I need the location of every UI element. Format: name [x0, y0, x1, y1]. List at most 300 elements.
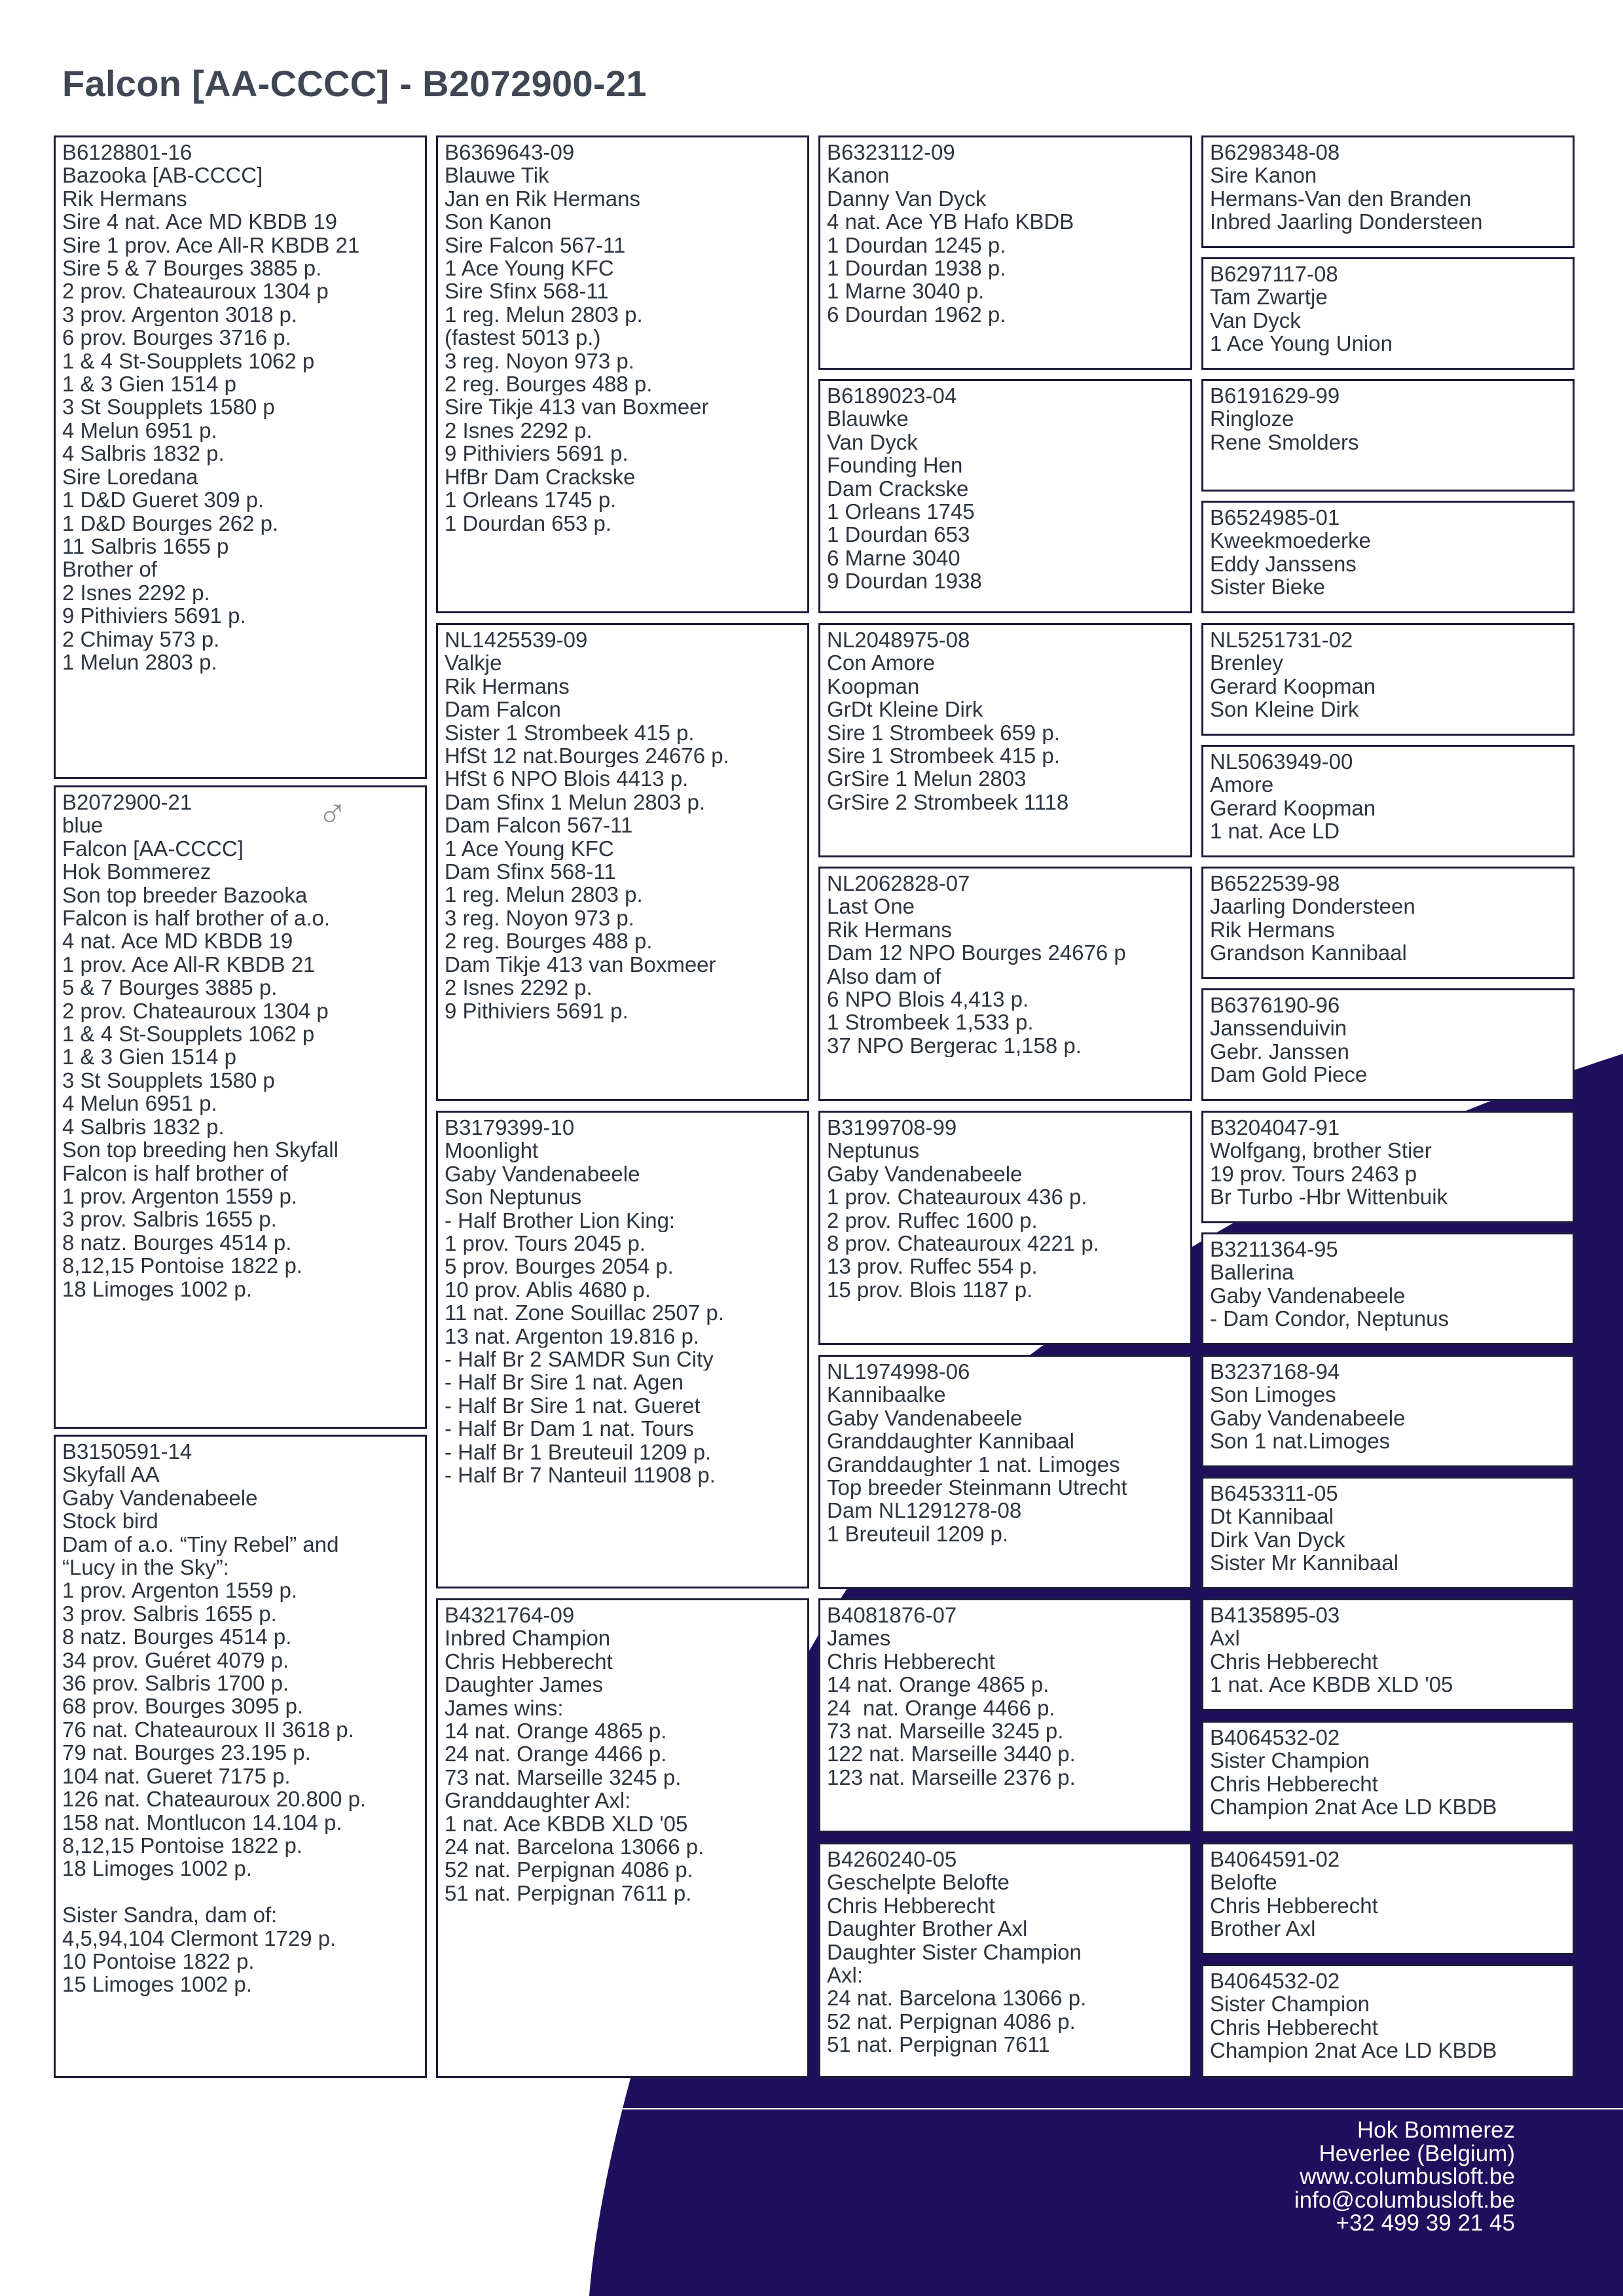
- ring-number: B6191629-99: [1210, 384, 1340, 408]
- pedigree-box-gen2: [436, 1598, 809, 2078]
- pedigree-box-gen4: [1201, 867, 1575, 979]
- pedigree-box-gen2: [436, 623, 809, 1101]
- pedigree-box-gen4: [1201, 1111, 1575, 1223]
- pedigree-line: Br Turbo -Hbr Wittenbuik: [1210, 1185, 1448, 1209]
- pedigree-line: 158 nat. Montlucon 14.104 p.: [62, 1810, 342, 1834]
- pedigree-box-gen4: [1201, 1842, 1575, 1955]
- pedigree-line: Dt Kannibaal: [1210, 1505, 1334, 1528]
- pedigree-line: 8 natz. Bourges 4514 p.: [62, 1625, 292, 1649]
- pedigree-lines: [1210, 1848, 1566, 1941]
- pedigree-line: 2 Chimay 573 p.: [62, 627, 220, 651]
- pedigree-box-gen2: [436, 135, 809, 613]
- pedigree-line: Son Kleine Dirk: [1210, 698, 1359, 721]
- pedigree-line: 1 D&D Bourges 262 p.: [62, 511, 279, 535]
- pedigree-lines: [827, 628, 1184, 814]
- pedigree-line: 79 nat. Bourges 23.195 p.: [62, 1741, 311, 1765]
- ring-number: B6323112-09: [827, 141, 955, 164]
- pedigree-line: 8 natz. Bourges 4514 p.: [62, 1230, 292, 1255]
- pedigree-lines: [62, 1440, 418, 1996]
- pedigree-line: Falcon [AA-CCCC]: [62, 836, 244, 861]
- pedigree-line: Dam Falcon 567-11: [445, 814, 633, 837]
- pedigree-line: Dirk Van Dyck: [1210, 1528, 1345, 1552]
- pedigree-line: Sister Champion: [1210, 1749, 1370, 1772]
- pedigree-line: Con Amore: [827, 651, 936, 675]
- pedigree-box-gen4: [1201, 257, 1575, 370]
- pedigree-line: 6 NPO Blois 4,413 p.: [827, 988, 1029, 1011]
- pedigree-line: 1 reg. Melun 2803 p.: [445, 302, 643, 327]
- pedigree-line: 4 nat. Ace YB Hafo KBDB: [827, 210, 1074, 234]
- pedigree-line: Brother Axl: [1210, 1917, 1316, 1941]
- ring-number: NL2062828-07: [827, 872, 970, 895]
- pedigree-line: Daughter Sister Champion: [827, 1940, 1082, 1964]
- ring-number: NL1425539-09: [445, 628, 588, 652]
- pedigree-box-gen4: [1201, 501, 1575, 613]
- pedigree-line: HfBr Dam Crackske: [445, 465, 636, 489]
- pedigree-line: Axl:: [827, 1964, 864, 1987]
- page-title: Falcon [AA-CCCC] - B2072900-21: [62, 63, 647, 104]
- ring-number: B6524985-01: [1210, 506, 1340, 529]
- pedigree-line: Blauwke: [827, 407, 909, 431]
- pedigree-line: 4 nat. Ace MD KBDB 19: [62, 929, 293, 953]
- pedigree-line: 10 Pontoise 1822 p.: [62, 1949, 255, 1973]
- pedigree-line: 11 nat. Zone Souillac 2507 p.: [445, 1301, 724, 1325]
- ring-number: B3204047-91: [1210, 1116, 1340, 1139]
- pedigree-line: Dam Tikje 413 van Boxmeer: [445, 952, 716, 977]
- pedigree-line: - Half Br Sire 1 nat. Gueret: [445, 1393, 701, 1418]
- pedigree-line: 9 Pithiviers 5691 p.: [62, 604, 246, 628]
- pedigree-line: Dam Crackske: [827, 476, 969, 501]
- ring-number: B4064591-02: [1210, 1848, 1340, 1871]
- pedigree-lines: [1210, 1360, 1566, 1453]
- pedigree-line: 68 prov. Bourges 3095 p.: [62, 1695, 304, 1718]
- ring-number: B4321764-09: [445, 1604, 575, 1627]
- pedigree-line: Son Kanon: [445, 210, 552, 234]
- pedigree-line: Son 1 nat.Limoges: [1210, 1429, 1391, 1453]
- pedigree-box-gen4: [1201, 1477, 1575, 1589]
- ring-number: B4064532-02: [1210, 1969, 1340, 1993]
- pedigree-line: 2 prov. Ruffec 1600 p.: [827, 1208, 1038, 1232]
- pedigree-lines: [1210, 262, 1566, 355]
- pedigree-line: 1 prov. Ace All-R KBDB 21: [62, 952, 316, 977]
- pedigree-line: Rik Hermans: [445, 674, 570, 698]
- pedigree-line: Geschelpte Belofte: [827, 1871, 1010, 1894]
- pedigree-lines: [827, 384, 1184, 593]
- pedigree-line: 24 nat. Barcelona 13066 p.: [445, 1835, 704, 1859]
- pedigree-box-gen3: [818, 1355, 1192, 1589]
- ring-number: B6128801-16: [62, 141, 192, 164]
- pedigree-lines: [827, 872, 1184, 1057]
- pedigree-line: Sire Loredana: [62, 465, 198, 489]
- ring-number: B3179399-10: [445, 1116, 575, 1139]
- pedigree-line: Granddaughter 1 nat. Limoges: [827, 1452, 1120, 1477]
- pedigree-line: 3 prov. Salbris 1655 p.: [62, 1602, 277, 1626]
- pedigree-line: 2 reg. Bourges 488 p.: [445, 929, 653, 953]
- loft-name: Hok Bommerez: [1357, 2117, 1515, 2143]
- pedigree-line: Founding Hen: [827, 454, 963, 477]
- pedigree-box-gen4: [1201, 135, 1575, 248]
- pedigree-line: 1 Melun 2803 p.: [62, 650, 217, 674]
- pedigree-line: 2 Isnes 2292 p.: [445, 418, 593, 442]
- website-link[interactable]: www.columbusloft.be: [1300, 2164, 1515, 2189]
- pedigree-lines: [62, 791, 418, 1300]
- pedigree-line: - Half Br 7 Nanteuil 11908 p.: [445, 1463, 716, 1487]
- pedigree-line: Hok Bommerez: [62, 860, 211, 884]
- pedigree-line: Sister Champion: [1210, 1992, 1370, 2016]
- email-link[interactable]: info@columbusloft.be: [1294, 2187, 1515, 2213]
- pedigree-line: 24 nat. Orange 4466 p.: [445, 1742, 667, 1766]
- pedigree-lines: [827, 1848, 1184, 2056]
- pedigree-box-dam: [54, 1435, 427, 2078]
- pedigree-line: Chris Hebberecht: [1210, 2015, 1378, 2039]
- pedigree-line: Axl: [1210, 1626, 1240, 1650]
- ring-number: B6376190-96: [1210, 994, 1340, 1017]
- pedigree-line: Chris Hebberecht: [1210, 1772, 1378, 1796]
- pedigree-line: 6 Marne 3040: [827, 546, 960, 570]
- pedigree-line: Falcon is half brother of: [62, 1161, 288, 1185]
- pedigree-line: Son top breeding hen Skyfall: [62, 1138, 338, 1162]
- pedigree-line: 1 Strombeek 1,533 p.: [827, 1011, 1034, 1034]
- pedigree-line: Sire 5 & 7 Bourges 3885 p.: [62, 257, 322, 280]
- pedigree-line: 1 & 4 St-Soupplets 1062 p: [62, 349, 315, 373]
- pedigree-line: Ballerina: [1210, 1261, 1294, 1284]
- pedigree-line: 1 Ace Young Union: [1210, 332, 1393, 355]
- pedigree-line: Sister Mr Kannibaal: [1210, 1551, 1398, 1575]
- pedigree-line: Granddaughter Kannibaal: [827, 1429, 1074, 1453]
- pedigree-line: 5 & 7 Bourges 3885 p.: [62, 976, 278, 999]
- pedigree-line: Kweekmoederke: [1210, 529, 1371, 552]
- pedigree-line: 1 Orleans 1745 p.: [445, 488, 617, 512]
- pedigree-line: HfSt 6 NPO Blois 4413 p.: [445, 767, 689, 791]
- pedigree-line: 1 Dourdan 1245 p.: [827, 233, 1006, 257]
- pedigree-line: 122 nat. Marseille 3440 p.: [827, 1742, 1076, 1766]
- pedigree-line: 13 nat. Argenton 19.816 p.: [445, 1324, 699, 1348]
- pedigree-line: Kannibaalke: [827, 1383, 946, 1407]
- pedigree-line: 18 Limoges 1002 p.: [62, 1277, 252, 1300]
- pedigree-line: - Half Br 2 SAMDR Sun City: [445, 1348, 714, 1371]
- pedigree-lines: [445, 1116, 801, 1487]
- pedigree-line: Van Dyck: [1210, 308, 1301, 332]
- pedigree-line: 8 prov. Chateauroux 4221 p.: [827, 1232, 1099, 1255]
- pedigree-box-gen3: [818, 1111, 1192, 1345]
- pedigree-line: (fastest 5013 p.): [445, 326, 601, 350]
- pedigree-line: 4 Salbris 1832 p.: [62, 1115, 225, 1139]
- pedigree-line: James wins:: [445, 1696, 564, 1720]
- pedigree-line: Champion 2nat Ace LD KBDB: [1210, 1795, 1497, 1819]
- pedigree-lines: [827, 141, 1184, 326]
- pedigree-line: Gaby Vandenabeele: [445, 1162, 640, 1186]
- pedigree-line: 126 nat. Chateauroux 20.800 p.: [62, 1787, 367, 1811]
- pedigree-line: 1 Orleans 1745: [827, 500, 975, 524]
- pedigree-line: Stock bird: [62, 1509, 158, 1533]
- pedigree-line: 1 reg. Melun 2803 p.: [445, 883, 643, 906]
- pedigree-line: 104 nat. Gueret 7175 p.: [62, 1764, 291, 1788]
- pedigree-lines: [445, 1604, 801, 1905]
- pedigree-line: Janssenduivin: [1210, 1016, 1347, 1040]
- pedigree-lines: [1210, 506, 1566, 599]
- pedigree-line: Sire 1 Strombeek 659 p.: [827, 721, 1060, 745]
- pedigree-line: 9 Dourdan 1938: [827, 569, 982, 593]
- pedigree-line: Inbred Jaarling Dondersteen: [1210, 210, 1483, 234]
- pedigree-box-gen4: [1201, 379, 1575, 492]
- pedigree-line: Sister 1 Strombeek 415 p.: [445, 721, 695, 745]
- pedigree-lines: [1210, 750, 1566, 843]
- pedigree-box-gen4: [1201, 623, 1575, 736]
- pedigree-line: 15 Limoges 1002 p.: [62, 1973, 252, 1996]
- pedigree-lines: [1210, 141, 1566, 234]
- pedigree-line: 73 nat. Marseille 3245 p.: [445, 1765, 682, 1789]
- pedigree-line: Daughter Brother Axl: [827, 1917, 1028, 1941]
- pedigree-line: Gaby Vandenabeele: [827, 1162, 1023, 1186]
- pedigree-line: Sire 1 Strombeek 415 p.: [827, 744, 1060, 768]
- pedigree-line: 11 Salbris 1655 p: [62, 534, 229, 558]
- pedigree-line: 3 reg. Noyon 973 p.: [445, 906, 634, 930]
- pedigree-line: Sister Sandra, dam of:: [62, 1903, 278, 1927]
- pedigree-line: Brenley: [1210, 651, 1283, 675]
- pedigree-lines: [1210, 384, 1566, 454]
- pedigree-line: Dam Sfinx 1 Melun 2803 p.: [445, 790, 706, 814]
- pedigree-line: - Half Brother Lion King:: [445, 1208, 676, 1232]
- pedigree-line: Sire Kanon: [1210, 164, 1317, 187]
- pedigree-box-gen4: [1201, 745, 1575, 857]
- pedigree-lines: [1210, 1604, 1566, 1696]
- pedigree-line: 1 prov. Tours 2045 p.: [445, 1232, 646, 1255]
- pedigree-lines: [62, 141, 418, 673]
- pedigree-lines: [1210, 628, 1566, 721]
- pedigree-line: 3 prov. Salbris 1655 p.: [62, 1208, 277, 1231]
- ring-number: NL1974998-06: [827, 1360, 970, 1384]
- pedigree-line: Gaby Vandenabeele: [1210, 1283, 1406, 1308]
- ring-number: B4064532-02: [1210, 1726, 1340, 1749]
- pedigree-line: Rene Smolders: [1210, 430, 1359, 454]
- pedigree-line: 9 Pithiviers 5691 p.: [445, 442, 629, 465]
- pedigree-line: 9 Pithiviers 5691 p.: [445, 999, 629, 1022]
- pedigree-line: Dam Gold Piece: [1210, 1063, 1368, 1086]
- pedigree-line: 36 prov. Salbris 1700 p.: [62, 1672, 289, 1695]
- pedigree-line: 2 reg. Bourges 488 p.: [445, 372, 653, 396]
- pedigree-line: Rik Hermans: [827, 918, 952, 942]
- pedigree-box-gen3: [818, 623, 1192, 857]
- pedigree-line: Top breeder Steinmann Utrecht: [827, 1476, 1127, 1499]
- pedigree-line: Sister Bieke: [1210, 575, 1326, 599]
- pedigree-box-gen3: [818, 1598, 1192, 1833]
- ring-number: B3237168-94: [1210, 1360, 1340, 1384]
- pedigree-line: blue: [62, 814, 103, 837]
- pedigree-line: 1 nat. Ace KBDB XLD '05: [445, 1812, 688, 1836]
- pedigree-line: James: [827, 1626, 891, 1650]
- pedigree-line: Last One: [827, 895, 915, 918]
- pedigree-line: 1 nat. Ace KBDB XLD '05: [1210, 1673, 1453, 1696]
- pedigree-line: 24 nat. Orange 4466 p.: [827, 1696, 1055, 1720]
- pedigree-line: Eddy Janssens: [1210, 552, 1357, 576]
- pedigree-line: 1 & 3 Gien 1514 p: [62, 1045, 237, 1069]
- pedigree-box-gen4: [1201, 1355, 1575, 1467]
- pedigree-line: 1 prov. Argenton 1559 p.: [62, 1579, 297, 1602]
- pedigree-line: 2 Isnes 2292 p.: [445, 976, 593, 999]
- pedigree-line: 52 nat. Perpignan 4086 p.: [827, 2009, 1076, 2034]
- pedigree-line: 8,12,15 Pontoise 1822 p.: [62, 1254, 302, 1278]
- pedigree-line: Son Limoges: [1210, 1383, 1336, 1407]
- pedigree-lines: [445, 628, 801, 1022]
- pedigree-line: 13 prov. Ruffec 554 p.: [827, 1255, 1038, 1278]
- pedigree-line: Chris Hebberecht: [827, 1893, 995, 1918]
- pedigree-box-subject: [54, 785, 427, 1429]
- pedigree-line: 1 Marne 3040 p.: [827, 279, 985, 303]
- pedigree-line: Koopman: [827, 674, 920, 698]
- pedigree-lines: [445, 141, 801, 535]
- pedigree-line: Danny Van Dyck: [827, 187, 987, 211]
- pedigree-line: 3 reg. Noyon 973 p.: [445, 349, 634, 373]
- pedigree-box-sire: [54, 135, 427, 779]
- pedigree-line: 34 prov. Guéret 4079 p.: [62, 1648, 289, 1672]
- pedigree-box-gen3: [818, 379, 1192, 613]
- pedigree-box-gen2: [436, 1111, 809, 1588]
- pedigree-box-gen3: [818, 1842, 1192, 2078]
- pedigree-line: 2 Isnes 2292 p.: [62, 581, 210, 605]
- pedigree-lines: [1210, 1969, 1566, 2062]
- pedigree-line: “Lucy in the Sky”:: [62, 1556, 229, 1579]
- pedigree-line: Gaby Vandenabeele: [62, 1486, 258, 1510]
- pedigree-lines: [1210, 1116, 1566, 1209]
- pedigree-line: Sire 4 nat. Ace MD KBDB 19: [62, 210, 338, 234]
- pedigree-line: Dam NL1291278-08: [827, 1499, 1022, 1522]
- pedigree-line: 1 prov. Chateauroux 436 p.: [827, 1185, 1087, 1209]
- ring-number: B4260240-05: [827, 1848, 957, 1871]
- pedigree-line: 10 prov. Ablis 4680 p.: [445, 1278, 651, 1302]
- pedigree-line: Skyfall AA: [62, 1463, 160, 1486]
- pedigree-line: Amore: [1210, 773, 1274, 797]
- pedigree-line: 37 NPO Bergerac 1,158 p.: [827, 1033, 1082, 1058]
- pedigree-line: Son top breeder Bazooka: [62, 883, 308, 907]
- pedigree-line: Sire Tikje 413 van Boxmeer: [445, 395, 709, 419]
- pedigree-line: 1 D&D Gueret 309 p.: [62, 488, 264, 512]
- ring-number: B3150591-14: [62, 1440, 192, 1463]
- pedigree-line: Dam 12 NPO Bourges 24676 p: [827, 941, 1126, 965]
- pedigree-line: 1 nat. Ace LD: [1210, 819, 1340, 843]
- pedigree-line: Jan en Rik Hermans: [445, 187, 640, 211]
- pedigree-line: - Dam Condor, Neptunus: [1210, 1307, 1450, 1331]
- pedigree-line: 1 Dourdan 653 p.: [445, 511, 612, 535]
- ring-number: B6189023-04: [827, 384, 957, 408]
- pedigree-line: 14 nat. Orange 4865 p.: [827, 1673, 1049, 1696]
- pedigree-box-gen4: [1201, 1964, 1575, 2078]
- pedigree-line: 73 nat. Marseille 3245 p.: [827, 1719, 1064, 1743]
- pedigree-line: 1 Breuteuil 1209 p.: [827, 1522, 1009, 1546]
- pedigree-line: Son Neptunus: [445, 1185, 582, 1209]
- pedigree-line: Sire Sfinx 568-11: [445, 279, 609, 303]
- pedigree-line: Chris Hebberecht: [1210, 1893, 1378, 1918]
- pedigree-line: Chris Hebberecht: [1210, 1649, 1378, 1674]
- ring-number: B3199708-99: [827, 1116, 957, 1139]
- ring-number: NL2048975-08: [827, 628, 970, 652]
- ring-number: B3211364-95: [1210, 1238, 1338, 1261]
- pedigree-lines: [1210, 994, 1566, 1086]
- pedigree-line: 24 nat. Barcelona 13066 p.: [827, 1986, 1087, 2010]
- pedigree-line: 2 prov. Chateauroux 1304 p: [62, 999, 329, 1023]
- pedigree-box-gen3: [818, 135, 1192, 370]
- pedigree-lines: [1210, 1482, 1566, 1575]
- pedigree-box-gen4: [1201, 1598, 1575, 1711]
- ring-number: NL5251731-02: [1210, 628, 1353, 652]
- phone-number: +32 499 39 21 45: [1336, 2210, 1515, 2236]
- pedigree-line: 76 nat. Chateauroux II 3618 p.: [62, 1717, 354, 1742]
- pedigree-line: Ringloze: [1210, 407, 1294, 431]
- pedigree-line: Hermans-Van den Branden: [1210, 187, 1472, 211]
- pedigree-box-gen4: [1201, 988, 1575, 1101]
- pedigree-line: Wolfgang, brother Stier: [1210, 1139, 1432, 1162]
- pedigree-line: Van Dyck: [827, 430, 918, 454]
- pedigree-line: 3 St Soupplets 1580 p: [62, 1068, 275, 1092]
- pedigree-box-gen3: [818, 867, 1192, 1101]
- pedigree-line: 3 St Soupplets 1580 p: [62, 395, 275, 419]
- pedigree-line: Daughter James: [445, 1673, 604, 1696]
- pedigree-line: Neptunus: [827, 1139, 920, 1162]
- pedigree-line: 2 prov. Chateauroux 1304 p: [62, 279, 329, 303]
- pedigree-line: 4,5,94,104 Clermont 1729 p.: [62, 1926, 337, 1950]
- pedigree-line: 51 nat. Perpignan 7611 p.: [445, 1881, 692, 1905]
- pedigree-line: Chris Hebberecht: [827, 1649, 995, 1674]
- pedigree-line: [62, 1880, 418, 1903]
- pedigree-line: Bazooka [AB-CCCC]: [62, 164, 263, 187]
- pedigree-line: 6 Dourdan 1962 p.: [827, 302, 1006, 327]
- ring-number: B4081876-07: [827, 1604, 957, 1627]
- pedigree-line: 1 Dourdan 653: [827, 523, 970, 547]
- location: Heverlee (Belgium): [1319, 2140, 1515, 2166]
- pedigree-box-gen4: [1201, 1721, 1575, 1833]
- pedigree-lines: [827, 1360, 1184, 1545]
- pedigree-line: GrDt Kleine Dirk: [827, 698, 983, 721]
- pedigree-line: - Half Br 1 Breuteuil 1209 p.: [445, 1440, 712, 1464]
- pedigree-line: 1 & 4 St-Soupplets 1062 p: [62, 1022, 315, 1046]
- pedigree-line: Chris Hebberecht: [445, 1649, 613, 1674]
- pedigree-line: Dam Sfinx 568-11: [445, 860, 616, 884]
- pedigree-line: Also dam of: [827, 964, 941, 988]
- pedigree-line: Gebr. Janssen: [1210, 1039, 1349, 1064]
- pedigree-line: Grandson Kannibaal: [1210, 941, 1407, 965]
- ring-number: B6522539-98: [1210, 872, 1340, 895]
- pedigree-line: 18 Limoges 1002 p.: [62, 1857, 252, 1880]
- ring-number: B2072900-21: [62, 791, 192, 814]
- pedigree-line: 1 prov. Argenton 1559 p.: [62, 1184, 297, 1208]
- ring-number: B6453311-05: [1210, 1482, 1338, 1505]
- pedigree-line: Gaby Vandenabeele: [1210, 1406, 1406, 1430]
- ring-number: B6369643-09: [445, 141, 575, 164]
- pedigree-line: Rik Hermans: [1210, 918, 1335, 942]
- footer-divider: [601, 2108, 1623, 2109]
- pedigree-line: 1 & 3 Gien 1514 p: [62, 372, 237, 396]
- pedigree-line: Sire 1 prov. Ace All-R KBDB 21: [62, 233, 360, 257]
- pedigree-lines: [827, 1116, 1184, 1301]
- pedigree-line: Belofte: [1210, 1871, 1277, 1894]
- pedigree-lines: [1210, 1238, 1566, 1331]
- pedigree-line: Tam Zwartje: [1210, 285, 1328, 309]
- pedigree-lines: [1210, 872, 1566, 965]
- pedigree-line: Champion 2nat Ace LD KBDB: [1210, 2039, 1497, 2062]
- pedigree-lines: [827, 1604, 1184, 1789]
- pedigree-line: Gerard Koopman: [1210, 674, 1376, 698]
- pedigree-line: Valkje: [445, 651, 502, 675]
- pedigree-line: HfSt 12 nat.Bourges 24676 p.: [445, 744, 729, 768]
- pedigree-line: 52 nat. Perpignan 4086 p.: [445, 1858, 693, 1882]
- pedigree-line: 5 prov. Bourges 2054 p.: [445, 1255, 674, 1278]
- pedigree-line: 6 prov. Bourges 3716 p.: [62, 326, 291, 350]
- pedigree-line: 1 Ace Young KFC: [445, 257, 614, 280]
- pedigree-line: 1 Ace Young KFC: [445, 836, 614, 861]
- pedigree-line: Dam Falcon: [445, 698, 561, 721]
- pedigree-line: 19 prov. Tours 2463 p: [1210, 1162, 1417, 1186]
- pedigree-line: - Half Br Dam 1 nat. Tours: [445, 1417, 694, 1441]
- pedigree-lines: [1210, 1726, 1566, 1819]
- ring-number: NL5063949-00: [1210, 750, 1353, 774]
